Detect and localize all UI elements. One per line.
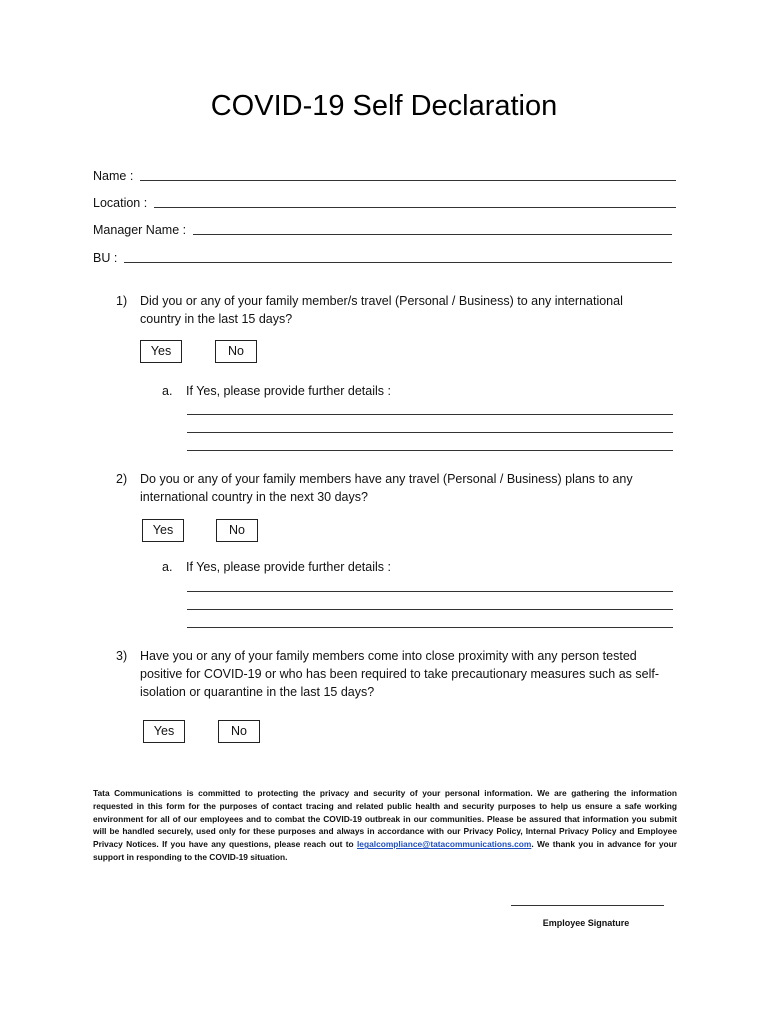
question-1-number: 1) xyxy=(116,294,128,308)
location-field[interactable] xyxy=(93,191,676,211)
manager-name-input-line[interactable] xyxy=(193,234,672,235)
privacy-notice-closing: . We thank you in advance for your support in responding to the COVID-19 situation. xyxy=(93,839,677,862)
question-1-no-box[interactable]: No xyxy=(215,340,257,363)
question-2-number: 2) xyxy=(116,472,128,486)
manager-name-label: Manager Name : xyxy=(93,223,190,237)
bu-label: BU : xyxy=(93,251,121,265)
question-1-detail-line-2[interactable] xyxy=(187,432,673,433)
question-3-number: 3) xyxy=(116,649,128,663)
name-input-line[interactable] xyxy=(140,180,676,181)
question-1-sub-text: If Yes, please provide further details : xyxy=(186,384,391,398)
question-1-sub-marker: a. xyxy=(162,384,173,398)
question-2-sub-text: If Yes, please provide further details : xyxy=(186,560,391,574)
page-title: COVID-19 Self Declaration xyxy=(210,90,558,122)
privacy-notice-text: Tata Communications is committed to protecting the privacy and security of your personal information. We are gathering the information requested in this form for the purposes of contact tracing and related public health and security purposes to help us ensure a safe working environment for all of our employees and to combat the COVID-19 outbreak in our communities. Please be assured that information you submit will be handled securely, used only for these purposes and always in accordance with our Privacy Policy, Internal Privacy Policy and Employee Privacy Notices. If you have any questions, please reach out to xyxy=(93,788,677,850)
question-1-text: Did you or any of your family member/s travel (Personal / Business) to any international country in the last 15 days? xyxy=(140,294,623,326)
question-2-yes-box[interactable]: Yes xyxy=(142,519,184,542)
question-3-text: Have you or any of your family members come into close proximity with any person tested positive for COVID-19 or who has been required to take precautionary measures such as self-isolation or quarantine in the last 15 days? xyxy=(140,649,660,699)
legal-compliance-email-link[interactable]: legalcompliance@tatacommunications.com xyxy=(356,839,532,850)
question-1-detail-line-1[interactable] xyxy=(187,414,673,415)
question-3-yes-box[interactable]: Yes xyxy=(143,720,185,743)
question-3-no-box[interactable]: No xyxy=(218,720,260,743)
name-field[interactable] xyxy=(93,164,676,184)
location-label: Location : xyxy=(93,196,151,210)
question-2-detail-line-2[interactable] xyxy=(187,609,673,610)
question-2-detail-line-1[interactable] xyxy=(187,591,673,592)
question-1-detail-line-3[interactable] xyxy=(187,450,673,451)
privacy-notice xyxy=(93,787,677,864)
question-1-yes-box[interactable]: Yes xyxy=(140,340,182,363)
question-2-no-box[interactable]: No xyxy=(216,519,258,542)
question-2-detail-line-3[interactable] xyxy=(187,627,673,628)
location-input-line[interactable] xyxy=(154,207,676,208)
employee-signature-label: Employee Signature xyxy=(542,918,630,928)
bu-field[interactable] xyxy=(93,246,672,266)
manager-name-field[interactable] xyxy=(93,218,672,238)
signature-line[interactable] xyxy=(511,905,664,906)
question-2-text: Do you or any of your family members have any travel (Personal / Business) plans to any international country in the next 30 days? xyxy=(140,472,633,504)
bu-input-line[interactable] xyxy=(124,262,672,263)
name-label: Name : xyxy=(93,169,137,183)
question-2-sub-marker: a. xyxy=(162,560,173,574)
